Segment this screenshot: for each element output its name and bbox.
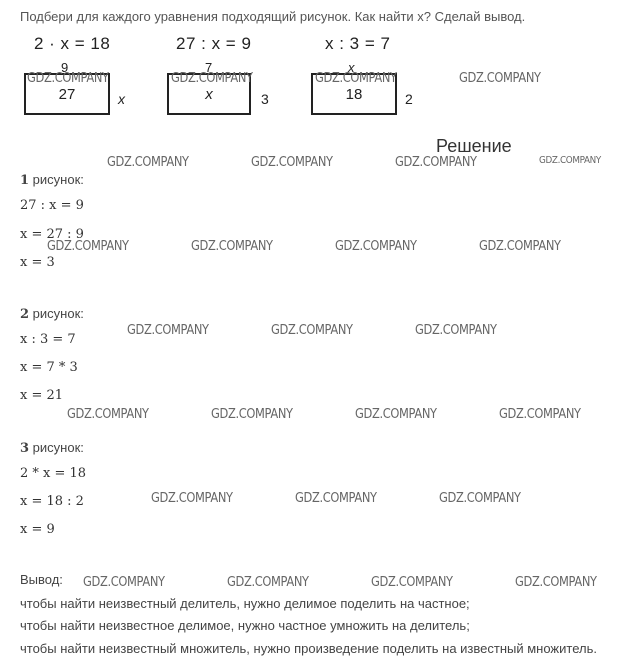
conclusion-label: Вывод: bbox=[20, 572, 63, 587]
watermark: GDZ.COMPANY bbox=[415, 323, 497, 338]
watermark: GDZ.COMPANY bbox=[107, 155, 189, 170]
solution-3-label-text: рисунок: bbox=[32, 440, 84, 455]
watermark: GDZ.COMPANY bbox=[127, 323, 209, 338]
watermark: GDZ.COMPANY bbox=[227, 575, 309, 590]
solution-1-line-2: x = 27 : 9 bbox=[20, 227, 84, 242]
solution-2-label bbox=[20, 306, 84, 322]
watermark: GDZ.COMPANY bbox=[171, 71, 253, 86]
solution-2-number: 2 bbox=[20, 307, 30, 322]
conclusion-line-3: чтобы найти неизвестный множитель, нужно произведение поделить на известный множитель. bbox=[20, 641, 597, 656]
solution-2-label-text: рисунок: bbox=[32, 306, 84, 321]
picture-3-top-label: x bbox=[348, 60, 355, 75]
solution-1-line-3: x = 3 bbox=[20, 255, 55, 270]
solution-1-label bbox=[20, 172, 84, 188]
solution-1-label-text: рисунок: bbox=[32, 172, 84, 187]
picture-2-side-label: 3 bbox=[261, 91, 269, 107]
equation-2: 27 : x = 9 bbox=[176, 34, 252, 53]
picture-1-top-label: 9 bbox=[61, 60, 69, 75]
watermark: GDZ.COMPANY bbox=[355, 407, 437, 422]
picture-2-top-label: 7 bbox=[205, 60, 213, 75]
equation-3: x : 3 = 7 bbox=[325, 34, 391, 53]
watermark: GDZ.COMPANY bbox=[515, 575, 597, 590]
watermark: GDZ.COMPANY bbox=[295, 491, 377, 506]
conclusion-line-2: чтобы найти неизвестное делимое, нужно частное умножить на делитель; bbox=[20, 618, 470, 633]
solution-3-label bbox=[20, 440, 84, 456]
solution-3-line-1: 2 * x = 18 bbox=[20, 466, 87, 481]
watermark: GDZ.COMPANY bbox=[335, 239, 417, 254]
watermark: GDZ.COMPANY bbox=[459, 71, 541, 86]
watermark: GDZ.COMPANY bbox=[371, 575, 453, 590]
watermark: GDZ.COMPANY bbox=[67, 407, 149, 422]
solution-3-line-3: x = 9 bbox=[20, 522, 55, 537]
picture-1-box: 27 bbox=[24, 73, 110, 115]
picture-2-box: x bbox=[167, 73, 251, 115]
conclusion-line-1: чтобы найти неизвестный делитель, нужно делимое поделить на частное; bbox=[20, 596, 470, 611]
watermark: GDZ.COMPANY bbox=[151, 491, 233, 506]
watermark: GDZ.COMPANY bbox=[499, 407, 581, 422]
watermark: GDZ.COMPANY bbox=[479, 239, 561, 254]
equation-1: 2 · x = 18 bbox=[34, 34, 111, 53]
watermark: GDZ.COMPANY bbox=[83, 575, 165, 590]
task-text: Подбери для каждого уравнения подходящий рисунок. Как найти x? Сделай вывод. bbox=[20, 9, 526, 24]
watermark: GDZ.COMPANY bbox=[191, 239, 273, 254]
watermark: GDZ.COMPANY bbox=[315, 71, 397, 86]
picture-3-box: 18 bbox=[311, 73, 397, 115]
picture-3-side-label: 2 bbox=[405, 91, 413, 107]
watermark: GDZ.COMPANY bbox=[395, 155, 477, 170]
solution-2-line-1: x : 3 = 7 bbox=[20, 332, 76, 347]
solution-3-number: 3 bbox=[20, 441, 30, 456]
watermark: GDZ.COMPANY bbox=[439, 491, 521, 506]
watermark: GDZ.COMPANY bbox=[211, 407, 293, 422]
solution-2-line-2: x = 7 * 3 bbox=[20, 360, 78, 375]
picture-1-side-label: x bbox=[118, 91, 125, 107]
watermark: GDZ.COMPANY bbox=[539, 155, 601, 166]
solution-1-line-1: 27 : x = 9 bbox=[20, 198, 84, 213]
watermark: GDZ.COMPANY bbox=[251, 155, 333, 170]
watermark: GDZ.COMPANY bbox=[27, 71, 109, 86]
solution-heading: Решение bbox=[436, 136, 512, 156]
solution-2-line-3: x = 21 bbox=[20, 388, 64, 403]
solution-1-number: 1 bbox=[20, 173, 30, 188]
watermark: GDZ.COMPANY bbox=[271, 323, 353, 338]
watermark: GDZ.COMPANY bbox=[47, 239, 129, 254]
solution-3-line-2: x = 18 : 2 bbox=[20, 494, 84, 509]
